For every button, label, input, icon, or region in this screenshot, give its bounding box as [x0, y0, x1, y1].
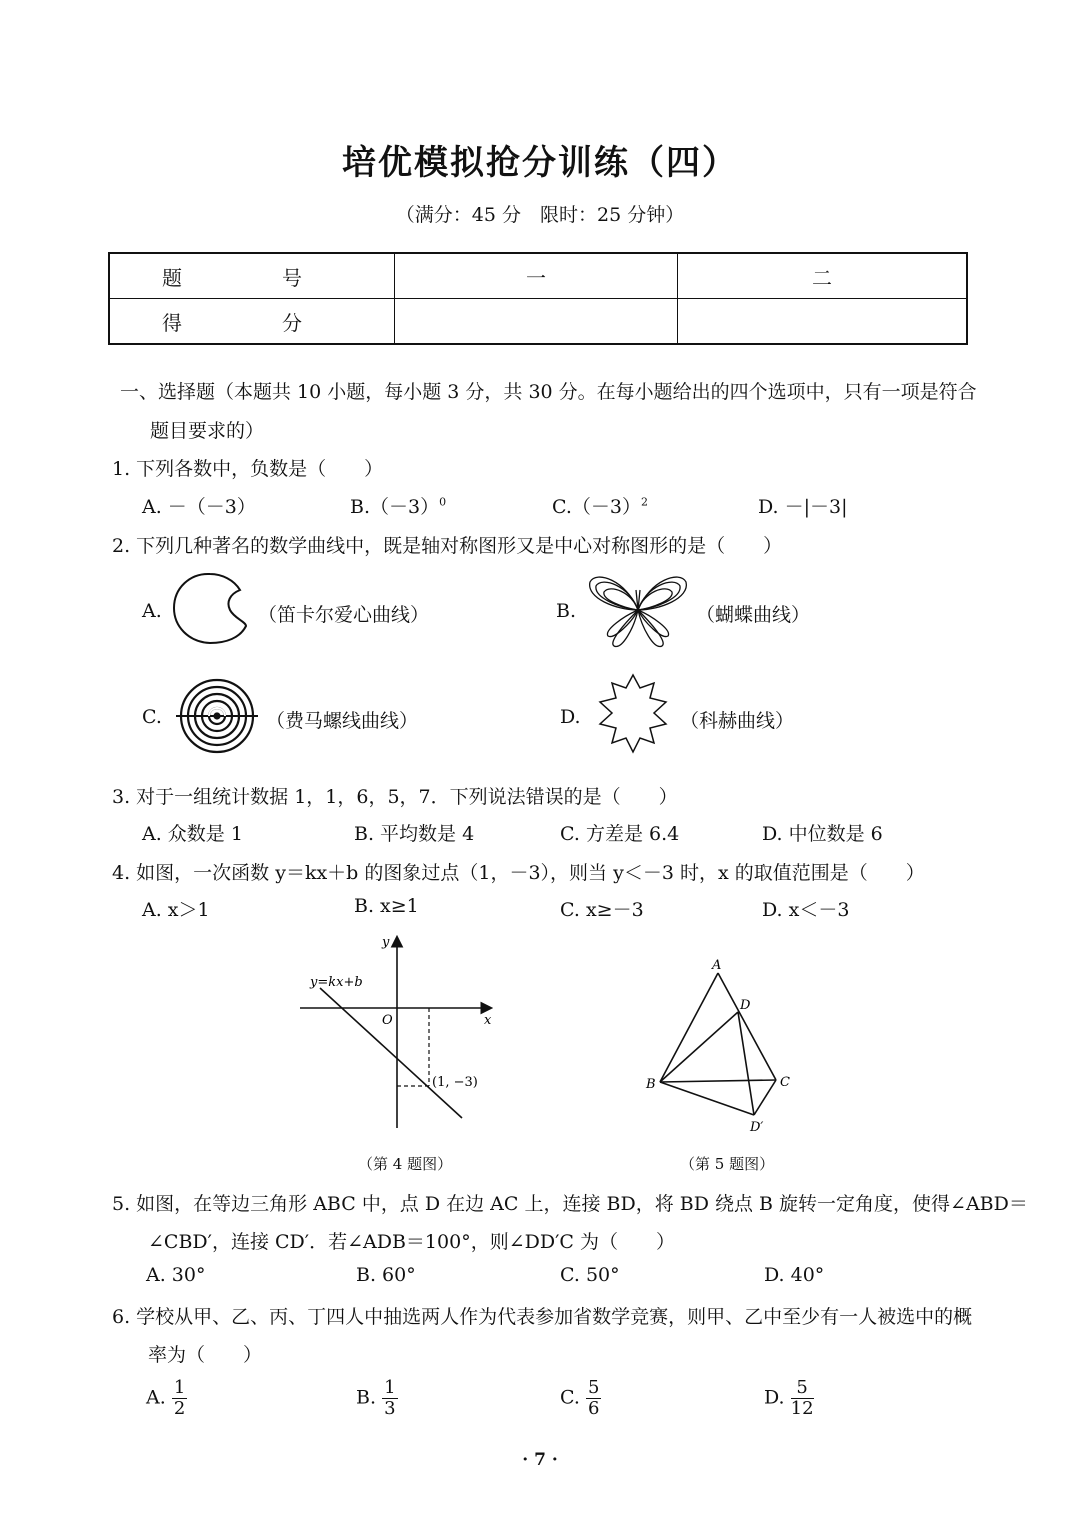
question-3-option-d[interactable]: D. 中位数是 6 — [762, 823, 883, 845]
cardioid-curve-icon — [170, 568, 252, 650]
y-axis-label: y — [382, 935, 390, 950]
question-1-option-c[interactable] — [552, 492, 648, 519]
table-row — [109, 299, 967, 345]
question-6-stem: 6. 学校从甲、乙、丙、丁四人中抽选两人作为代表参加省数学竞赛，则甲、乙中至少有一人被选中的概 — [112, 1306, 973, 1328]
question-4-option-b[interactable]: B. x≥1 — [354, 895, 419, 917]
figure-5-caption: （第 5 题图） — [680, 1155, 775, 1173]
question-1-option-d[interactable]: D. －|－3| — [758, 496, 848, 518]
question-2-option-b-letter[interactable]: B. — [556, 600, 577, 622]
segment-bd — [660, 1012, 738, 1082]
fraction — [791, 1378, 814, 1419]
option-text: B.（－3） — [350, 496, 440, 518]
fraction — [382, 1378, 397, 1419]
fraction — [172, 1378, 187, 1419]
vertex-d-label: D — [740, 998, 751, 1013]
vertex-c-label: C — [780, 1075, 790, 1090]
score-input-section-1[interactable] — [395, 299, 678, 345]
superscript: 0 — [439, 495, 447, 509]
segment-cdp — [754, 1080, 776, 1115]
numerator: 1 — [384, 1377, 396, 1398]
question-5-stem-cont: ∠CBD′，连接 CD′．若∠ADB＝100°，则∠DD′C 为（ ） — [148, 1231, 675, 1253]
fermat-spiral-icon — [174, 676, 260, 756]
figure-4-caption: （第 4 题图） — [358, 1155, 453, 1173]
question-6-option-d[interactable] — [764, 1378, 814, 1419]
option-letter: C. — [560, 1386, 580, 1409]
question-4-option-c[interactable]: C. x≥－3 — [560, 899, 644, 921]
question-2-option-c-name: （费马螺线曲线） — [266, 710, 419, 732]
score-table — [108, 252, 968, 345]
section-heading-cont: 题目要求的） — [150, 420, 265, 442]
vertex-a-label: A — [712, 958, 722, 973]
denominator: 2 — [173, 1398, 186, 1419]
koch-snowflake-icon — [590, 670, 676, 760]
question-3-option-a[interactable]: A. 众数是 1 — [142, 823, 243, 845]
score-input-section-2[interactable] — [677, 299, 967, 345]
fraction — [586, 1378, 601, 1419]
table-cell-score-label: 得 分 — [109, 299, 395, 345]
butterfly-curve-icon — [586, 570, 690, 650]
denominator: 12 — [790, 1398, 814, 1419]
point-label: (1, −3) — [432, 1075, 478, 1090]
question-1-option-b[interactable] — [350, 492, 446, 519]
segment-ac — [718, 973, 776, 1080]
option-text: C.（－3） — [552, 496, 641, 518]
origin-label: O — [382, 1013, 393, 1028]
option-letter: A. — [146, 1386, 166, 1409]
question-6-stem-cont: 率为（ ） — [148, 1344, 263, 1366]
option-letter: D. — [764, 1386, 785, 1409]
question-3-stem: 3. 对于一组统计数据 1，1，6，5，7．下列说法错误的是（ ） — [112, 786, 678, 808]
x-axis-label: x — [484, 1013, 492, 1028]
table-cell-question-no-label: 题 号 — [109, 253, 395, 299]
question-5-option-b[interactable]: B. 60° — [356, 1264, 416, 1286]
question-2-option-d-letter[interactable]: D. — [560, 706, 581, 728]
page-title: 培优模拟抢分训练（四） — [342, 143, 738, 183]
question-2-option-c-letter[interactable]: C. — [142, 706, 162, 728]
numerator: 5 — [791, 1378, 814, 1399]
question-6-option-c[interactable] — [560, 1378, 601, 1419]
question-6-option-b[interactable] — [356, 1378, 398, 1419]
table-cell-section-2: 二 — [677, 253, 967, 299]
option-letter: B. — [356, 1386, 377, 1409]
page-number: · 7 · — [522, 1450, 558, 1470]
vertex-b-label: B — [646, 1077, 656, 1092]
line-label: y=kx+b — [310, 975, 363, 990]
denominator: 3 — [384, 1398, 396, 1419]
segment-bdp — [660, 1082, 754, 1115]
question-4-option-d[interactable]: D. x＜－3 — [762, 899, 850, 921]
question-4-option-a[interactable]: A. x＞1 — [142, 899, 210, 921]
segment-ddp — [738, 1012, 754, 1115]
superscript: 2 — [641, 495, 648, 509]
question-1-option-a[interactable]: A. －（－3） — [142, 496, 256, 518]
question-2-option-a-name: （笛卡尔爱心曲线） — [258, 604, 430, 626]
vertex-dprime-label: D′ — [750, 1120, 764, 1135]
numerator: 5 — [587, 1377, 600, 1398]
question-5-stem: 5. 如图，在等边三角形 ABC 中，点 D 在边 AC 上，连接 BD，将 BD 绕点 B 旋转一定角度，使得∠ABD＝ — [112, 1193, 1028, 1215]
table-row — [109, 253, 967, 299]
question-2-option-a-letter[interactable]: A. — [142, 600, 162, 622]
question-2-option-b-name: （蝴蝶曲线） — [696, 604, 811, 626]
denominator: 6 — [587, 1398, 600, 1419]
question-6-option-a[interactable] — [146, 1378, 187, 1419]
question-2-stem: 2. 下列几种著名的数学曲线中，既是轴对称图形又是中心对称图形的是（ ） — [112, 535, 783, 557]
question-3-option-c[interactable]: C. 方差是 6.4 — [560, 823, 680, 845]
figure-4-graph — [290, 928, 500, 1136]
section-heading: 一、选择题（本题共 10 小题，每小题 3 分，共 30 分。在每小题给出的四个选项中，只有一项是符合 — [120, 381, 977, 403]
numerator: 1 — [173, 1377, 186, 1398]
question-5-option-d[interactable]: D. 40° — [764, 1264, 825, 1286]
segment-ab — [660, 973, 718, 1082]
segment-bc — [660, 1080, 776, 1082]
table-cell-section-1: 一 — [395, 253, 678, 299]
question-4-stem: 4. 如图，一次函数 y＝kx＋b 的图象过点（1，－3），则当 y＜－3 时，x 的取值范围是（ ） — [112, 862, 925, 884]
page-subtitle: （满分：45 分 限时：25 分钟） — [395, 204, 685, 226]
question-2-option-d-name: （科赫曲线） — [680, 710, 795, 732]
figure-5-triangle — [640, 955, 800, 1140]
question-1-stem: 1. 下列各数中，负数是（ ） — [112, 458, 384, 480]
question-3-option-b[interactable]: B. 平均数是 4 — [354, 823, 475, 845]
question-5-option-c[interactable]: C. 50° — [560, 1264, 620, 1286]
question-5-option-a[interactable]: A. 30° — [146, 1264, 206, 1286]
